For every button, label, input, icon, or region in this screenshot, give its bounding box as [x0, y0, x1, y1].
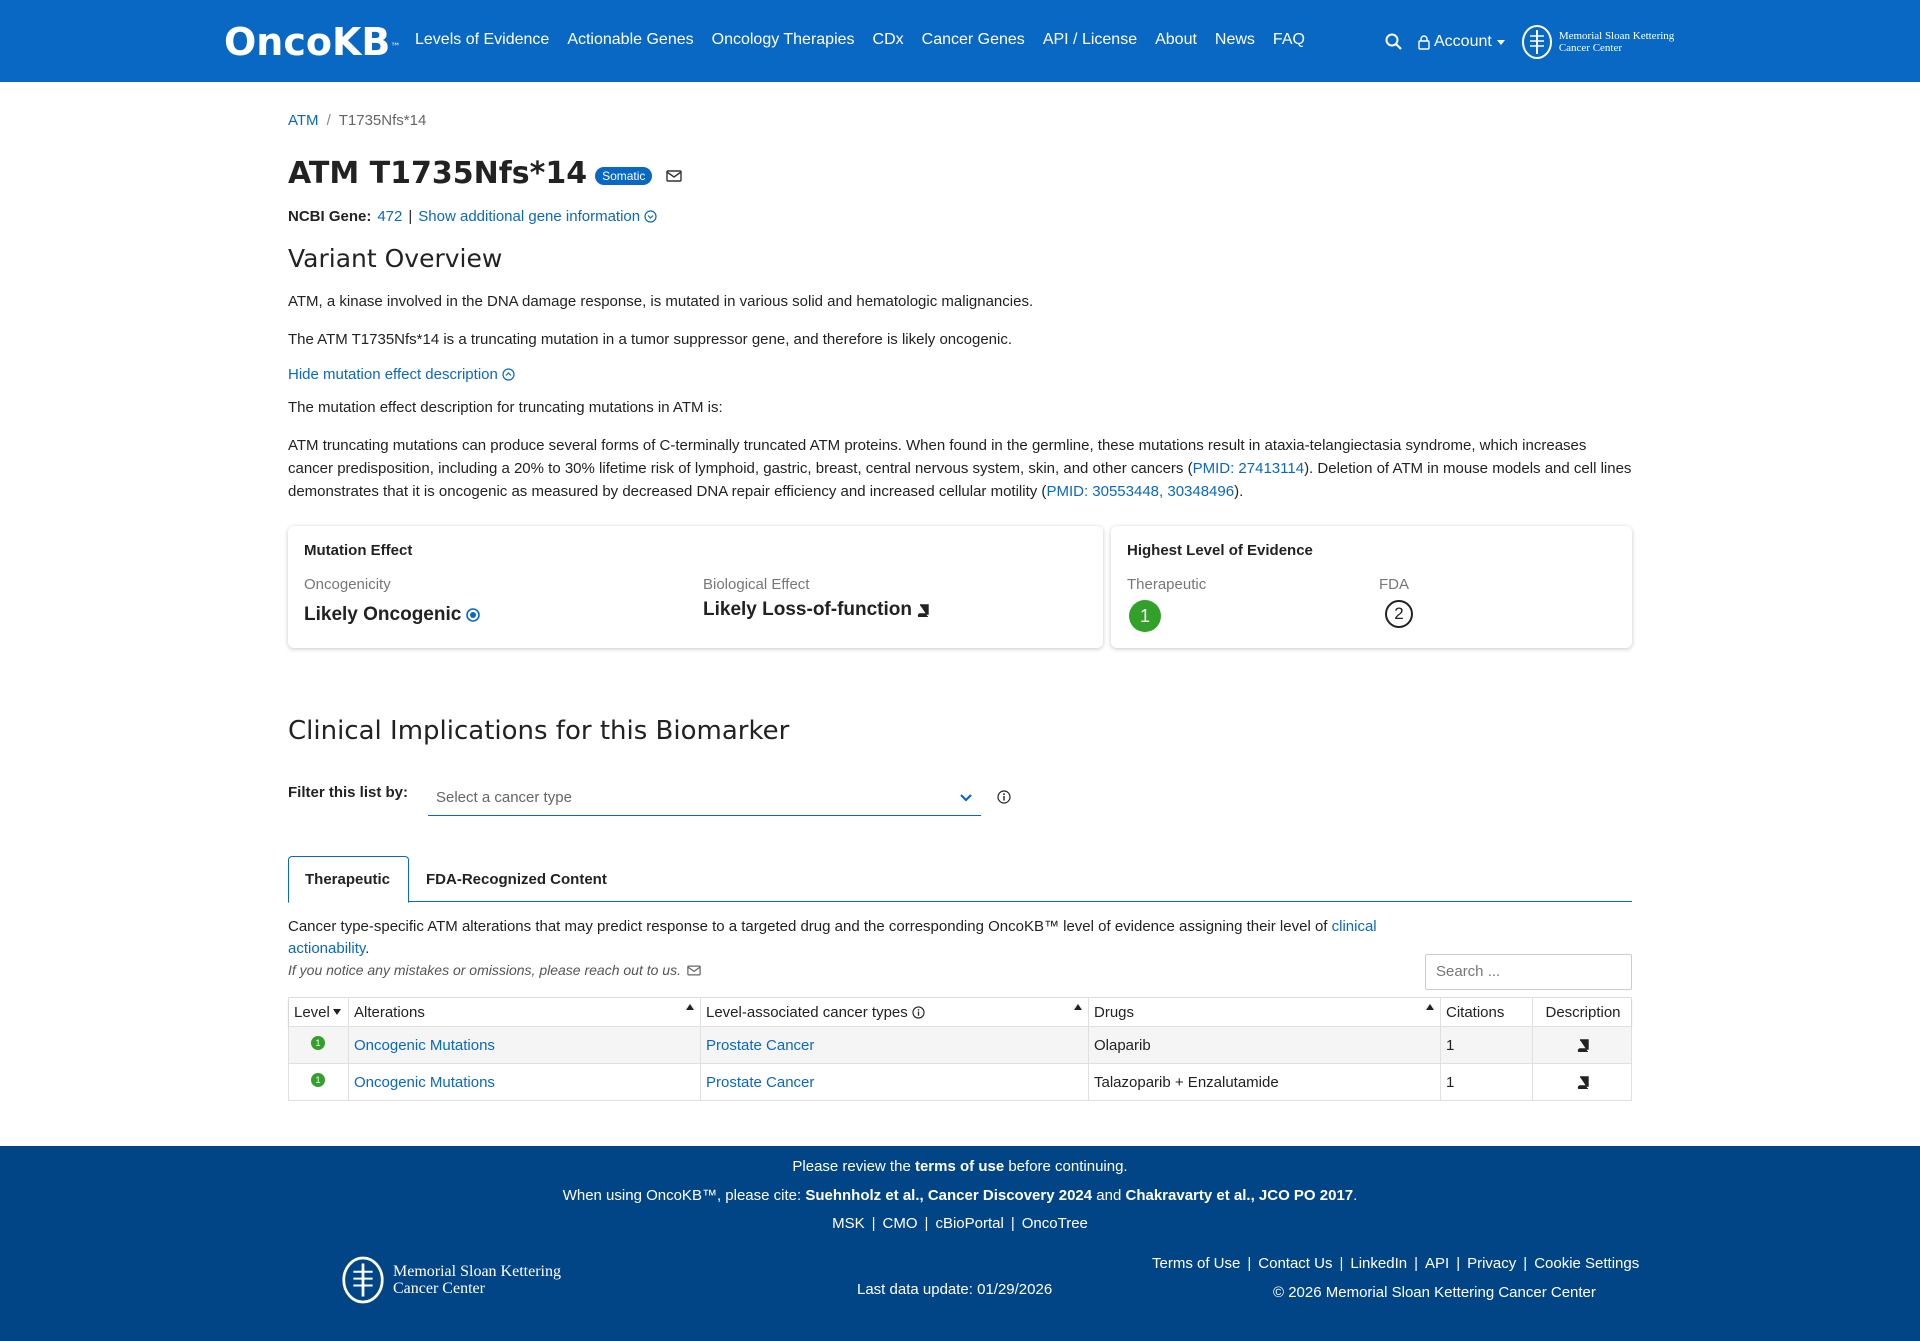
alteration-cell: [349, 1027, 701, 1063]
nav-cdx[interactable]: CDx: [872, 31, 904, 48]
account-menu[interactable]: [1418, 33, 1505, 51]
msk-nav-line1: Memorial Sloan Kettering: [1558, 30, 1675, 42]
description-cell: [1533, 1027, 1633, 1063]
table-row: [289, 1063, 1631, 1100]
footer-link-linkedin[interactable]: LinkedIn: [1350, 1255, 1408, 1272]
clinical-implications-heading: Clinical Implications for this Biomarker: [288, 716, 790, 746]
alteration-cell: [349, 1064, 701, 1100]
footer: [0, 1146, 1920, 1341]
fda-level-label: FDA: [1379, 576, 1409, 593]
highest-level-title: Highest Level of Evidence: [1127, 542, 1313, 559]
ncbi-gene-info: NCBI Gene: 472 | Show additional gene information: [288, 208, 657, 225]
nav-oncology-therapies[interactable]: Oncology Therapies: [711, 31, 855, 48]
nav-levels-of-evidence[interactable]: Levels of Evidence: [415, 31, 550, 48]
chevron-circle-up-icon: [502, 368, 515, 381]
footer-terms-notice: Please review the terms of use before continuing.: [792, 1158, 1128, 1175]
footer-link-api[interactable]: API: [1425, 1255, 1450, 1272]
footer-link-oncotree[interactable]: OncoTree: [1021, 1215, 1088, 1232]
footer-msk-logo[interactable]: [341, 1255, 561, 1305]
nav-cancer-genes[interactable]: Cancer Genes: [921, 31, 1025, 48]
variant-overview-heading: Variant Overview: [288, 244, 503, 273]
footer-link-cookie-settings[interactable]: Cookie Settings: [1534, 1255, 1640, 1272]
level-1-icon: 1: [311, 1073, 325, 1087]
footer-link-cmo[interactable]: CMO: [882, 1215, 918, 1232]
sort-icon: [686, 1004, 694, 1010]
feedback-note: If you notice any mistakes or omissions, please reach out to us.: [288, 962, 701, 978]
footer-legal-links: Terms of Use | Contact Us | LinkedIn | API | Privacy | Cookie Settings: [1152, 1255, 1640, 1272]
footer-link-contact[interactable]: Contact Us: [1258, 1255, 1333, 1272]
sort-desc-icon: [333, 1009, 341, 1015]
col-level[interactable]: Level: [289, 998, 349, 1026]
nav-api-license[interactable]: API / License: [1042, 31, 1138, 48]
citation-suehnholz[interactable]: Suehnholz et al., Cancer Discovery 2024: [805, 1187, 1093, 1204]
oncogenicity-label: Oncogenicity: [304, 576, 391, 593]
footer-partner-links: MSK | CMO | cBioPortal | OncoTree: [832, 1215, 1088, 1232]
search-icon[interactable]: [1384, 32, 1404, 52]
col-alterations[interactable]: Alterations: [349, 998, 701, 1026]
col-citations[interactable]: Citations: [1441, 998, 1533, 1026]
hide-mutation-effect-toggle[interactable]: Hide mutation effect description: [288, 366, 515, 383]
top-navbar: [0, 0, 1920, 82]
lock-icon: [1418, 35, 1430, 50]
book-icon[interactable]: [917, 604, 930, 617]
main-nav: [415, 30, 1323, 50]
envelope-icon[interactable]: [687, 965, 701, 976]
mutation-effect-card: [288, 526, 1103, 648]
footer-link-privacy[interactable]: Privacy: [1467, 1255, 1517, 1272]
pmid-link[interactable]: PMID: 27413114: [1192, 460, 1305, 477]
cancer-type-placeholder: Select a cancer type: [436, 789, 572, 806]
oncokb-logo[interactable]: OncoKB™: [224, 20, 401, 64]
highest-level-card: [1111, 526, 1632, 648]
mutation-effect-intro: The mutation effect description for truncating mutations in ATM is:: [288, 399, 723, 416]
info-icon[interactable]: [912, 1006, 925, 1019]
tab-therapeutic[interactable]: Therapeutic: [288, 856, 409, 903]
table-search-input[interactable]: Search ...: [1425, 954, 1632, 990]
somatic-badge: Somatic: [595, 167, 652, 185]
footer-citation: When using OncoKB™, please cite: Suehnholz et al., Cancer Discovery 2024 and Chakravarty et al., JCO PO 2017.: [562, 1187, 1358, 1204]
chevron-down-icon: [959, 793, 973, 802]
citations-cell[interactable]: 1: [1441, 1064, 1533, 1100]
breadcrumb-gene-link[interactable]: ATM: [288, 112, 319, 129]
tab-description: Cancer type-specific ATM alterations that may predict response to a targeted drug and the corresponding OncoKB™ level of evidence assigning their level of clinical actionability.: [288, 918, 1377, 957]
breadcrumb-current: T1735Nfs*14: [338, 112, 427, 129]
drugs-cell: Talazoparib + Enzalutamide: [1089, 1064, 1441, 1100]
alteration-link[interactable]: Oncogenic Mutations: [354, 1073, 495, 1091]
book-icon[interactable]: [1577, 1039, 1590, 1052]
nav-news[interactable]: News: [1214, 31, 1255, 48]
gene-summary: ATM, a kinase involved in the DNA damage response, is mutated in various solid and hematologic malignancies.: [288, 293, 1034, 310]
book-icon[interactable]: [1577, 1076, 1590, 1089]
citations-cell[interactable]: 1: [1441, 1027, 1533, 1063]
variant-title: ATM T1735Nfs*14: [288, 156, 588, 191]
therapeutic-level-label: Therapeutic: [1127, 576, 1207, 593]
msk-emblem-icon: [341, 1255, 385, 1305]
terms-of-use-link[interactable]: terms of use: [914, 1158, 1005, 1175]
chevron-circle-down-icon: [644, 210, 657, 223]
filter-label: Filter this list by:: [288, 784, 409, 801]
col-drugs[interactable]: Drugs: [1089, 998, 1441, 1026]
cancer-type-cell: [701, 1064, 1089, 1100]
cancer-type-link[interactable]: Prostate Cancer: [706, 1073, 815, 1091]
sort-icon: [1426, 1004, 1434, 1010]
biological-effect-label: Biological Effect: [703, 576, 810, 593]
table-header: [289, 998, 1631, 1026]
description-cell: [1533, 1064, 1633, 1100]
alteration-link[interactable]: Oncogenic Mutations: [354, 1036, 495, 1054]
col-cancer-types[interactable]: Level-associated cancer types: [701, 998, 1089, 1026]
level-cell: [289, 1064, 349, 1100]
mutation-effect-title: Mutation Effect: [304, 542, 413, 559]
nav-about[interactable]: About: [1155, 31, 1197, 48]
cancer-type-cell: [701, 1027, 1089, 1063]
envelope-icon[interactable]: [666, 170, 682, 182]
footer-link-cbioportal[interactable]: cBioPortal: [935, 1215, 1004, 1232]
msk-emblem-icon: [1521, 24, 1553, 60]
cancer-type-link[interactable]: Prostate Cancer: [706, 1036, 815, 1054]
therapeutic-level-icon[interactable]: 1: [1129, 600, 1161, 632]
show-gene-info-toggle[interactable]: Show additional gene information: [418, 208, 657, 225]
footer-msk-line1: Memorial Sloan Kettering: [393, 1263, 561, 1280]
sort-icon: [1074, 1004, 1082, 1010]
mutation-effect-description: ATM truncating mutations can produce several forms of C-terminally truncated ATM proteins. When found in the germline, these mutations result in ataxia-telangiectasia syndrome, which increases cancer predisposition, including a 20% to 30% lifetime risk of lymphoid, gastric, breast, central nervous system, skin, and other cancers (PMID: 27413114). Deletion of ATM in mouse models and cell lines demonstrates that it is oncogenic as measured by decreased DNA repair efficiency and increased cellular motility (PMID: 30553448, 30348496).: [288, 437, 1632, 500]
citation-chakravarty[interactable]: Chakravarty et al., JCO PO 2017: [1125, 1187, 1354, 1204]
variant-summary: The ATM T1735Nfs*14 is a truncating mutation in a tumor suppressor gene, and therefore is likely oncogenic.: [288, 331, 1012, 348]
nav-actionable-genes[interactable]: Actionable Genes: [567, 31, 694, 48]
clinical-actionability-link[interactable]: clinical actionability: [288, 918, 1377, 957]
footer-msk-line2: Cancer Center: [393, 1280, 485, 1297]
biological-effect-value: Likely Loss-of-function: [703, 599, 930, 621]
footer-link-msk[interactable]: MSK: [832, 1215, 865, 1232]
msk-nav-logo[interactable]: [1521, 24, 1674, 60]
ncbi-gene-link[interactable]: 472: [377, 208, 403, 225]
evidence-tabs: [288, 856, 1632, 902]
last-data-update: Last data update: 01/29/2026: [857, 1281, 1053, 1298]
footer-link-terms[interactable]: Terms of Use: [1152, 1255, 1241, 1272]
likely-oncogenic-icon: [466, 608, 480, 622]
cancer-type-select[interactable]: [428, 780, 981, 816]
col-description[interactable]: Description: [1545, 1003, 1621, 1021]
nav-faq[interactable]: FAQ: [1272, 31, 1305, 48]
implications-table: [288, 997, 1632, 1101]
fda-level-icon[interactable]: 2: [1385, 600, 1413, 628]
level-1-icon: 1: [311, 1036, 325, 1050]
level-cell: [289, 1027, 349, 1063]
breadcrumb: ATM / T1735Nfs*14: [288, 112, 427, 129]
info-icon[interactable]: [997, 790, 1011, 804]
msk-nav-line2: Cancer Center: [1558, 42, 1623, 54]
page-title: [288, 156, 682, 191]
tab-fda-recognized-content[interactable]: FDA-Recognized Content: [426, 871, 607, 888]
copyright: © 2026 Memorial Sloan Kettering Cancer Center: [1273, 1284, 1596, 1301]
drugs-cell: Olaparib: [1089, 1027, 1441, 1063]
account-label: Account: [1434, 33, 1492, 50]
chevron-down-icon: [1497, 40, 1505, 45]
table-row: [289, 1026, 1631, 1063]
ncbi-label: NCBI Gene:: [288, 208, 372, 225]
oncogenicity-value: Likely Oncogenic: [304, 604, 480, 626]
pmid-link[interactable]: PMID: 30553448, 30348496: [1046, 483, 1235, 500]
